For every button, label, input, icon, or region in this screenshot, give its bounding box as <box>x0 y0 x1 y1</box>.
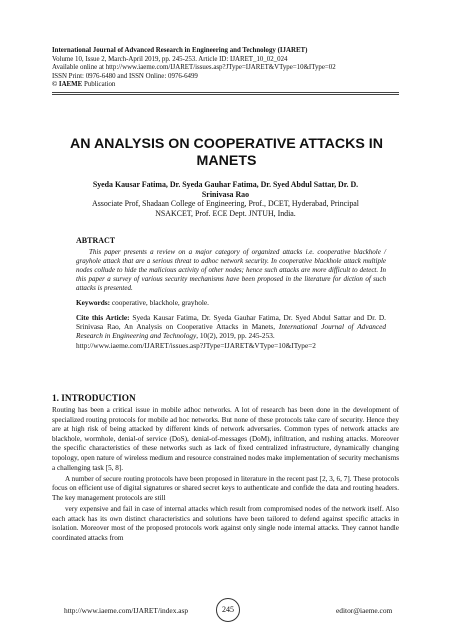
author-names-line-1: Syeda Kausar Fatima, Dr. Syeda Gauhar Fatima, Dr. Syed Abdul Sattar, Dr. D. <box>92 180 359 189</box>
page-footer <box>0 598 453 622</box>
page-number-badge: 245 <box>216 598 240 622</box>
journal-name: International Journal of Advanced Research in Engineering and Technology (IJARET) <box>52 47 308 54</box>
header-rule-top <box>52 92 399 93</box>
abstract-text: This paper presents a review on a major category of organized attacks i.e. cooperative blackhole / grayhole attack that are a serious threat to adhoc network security. In cooperative blackhole attack multiple nodes collude to hide the malicious activity of other nodes; hence such attacks are more difficult to detect. In this paper a survey of various security mechanisms have been proposed in the literature for diction of such attacks is presented. <box>76 248 386 293</box>
author-names-line-2: Srinivasa Rao <box>201 189 250 199</box>
body-paragraph: A number of secure routing protocols have been proposed in literature in the recent past [2, 3, 6, 7]. These protocols focus on efficient use of digital signatures or shared secret keys to authenticate and confide the data and routing headers. The key management protocols are still <box>52 474 399 502</box>
journal-header <box>52 47 422 90</box>
abstract-block <box>76 236 386 350</box>
cite-url-link[interactable]: http://www.iaeme.com/IJARET/issues.asp?JType=IJARET&VType=10&IType=2 <box>76 340 316 350</box>
affiliation-line-1: Associate Prof, Shadaan College of Engineering, Prof., DCET, Hyderabad, Principal <box>92 199 359 208</box>
publisher-name: IAEME <box>58 81 83 89</box>
keywords <box>76 298 386 307</box>
title-line-2: MANETS <box>196 153 257 169</box>
introduction-body <box>52 406 399 545</box>
keywords-label: Keywords: <box>76 298 111 308</box>
author-block <box>52 180 399 218</box>
cite-issue: , 10(2), 2019, pp. 245-253. <box>196 331 275 341</box>
issn-line: ISSN Print: 0976-6480 and ISSN Online: 0976-6499 <box>52 72 198 80</box>
cite-label: Cite this Article: <box>76 312 130 322</box>
paper-title <box>40 136 413 170</box>
footer-email-link[interactable]: editor@iaeme.com <box>336 606 393 615</box>
body-paragraph: very expensive and fail in case of internal attacks which result from compromised nodes of the network itself. Also each attack has its own distinct characteristics and solutions have been tailored to defend against specific attacks in isolation. Moreover most of the proposed protocols work against only single node internal attacks. They cannot handle coordinated attacks from <box>52 504 399 542</box>
header-rule-bottom <box>52 94 399 95</box>
affiliation-line-2: NSAKCET, Prof. ECE Dept. JNTUH, India. <box>155 208 296 218</box>
title-line-1: AN ANALYSIS ON COOPERATIVE ATTACKS IN <box>70 136 383 152</box>
available-online-line: Available online at http://www.iaeme.com/IJARET/issues.asp?JType=IJARET&VType=10&IType=02 <box>52 64 336 72</box>
cite-this-article <box>76 313 386 350</box>
volume-line: Volume 10, Issue 2, March-April 2019, pp. 245-253. Article ID: IJARET_10_02_024 <box>52 55 288 63</box>
footer-url-link[interactable]: http://www.iaeme.com/IJARET/index.asp <box>64 606 189 615</box>
cite-authors: Syeda Kausar Fatima, Dr. Syeda Gauhar Fatima, Dr. Syed Abdul Sattar and Dr. D. Srinivasa Rao, An Analysis on Cooperative Attacks in Manets, <box>76 312 386 332</box>
cite-journal: International Journal of Advanced Research in Engineering and Technology <box>76 322 386 341</box>
copyright-symbol: © <box>52 81 58 89</box>
section-heading-introduction: 1. INTRODUCTION <box>52 394 136 404</box>
keywords-value: cooperative, blackhole, grayhole. <box>111 298 209 308</box>
abstract-heading: ABTRACT <box>76 236 116 245</box>
body-paragraph: Routing has been a critical issue in mobile adhoc networks. A lot of research has been done in the development of specialized routing protocols for mobile ad hoc networks. But none of these protocols take care of security. Hence they are at high risk of being attacked by different kinds of network adversaries. Common types of network attacks are blackhole, wormhole, denial-of service (DoS), denial-of-messages (DoM), infiltration, and rushing attacks. Moreover the specific characteristics of these networks such as lack of fixed centralized infrastructure, dynamically changing topology, open nature of wireless medium and resource constrained nodes make implementation of security mechanisms a challenging task [5, 8]. <box>52 406 399 472</box>
publication-word: Publication <box>83 81 116 89</box>
publisher-line <box>52 81 422 90</box>
